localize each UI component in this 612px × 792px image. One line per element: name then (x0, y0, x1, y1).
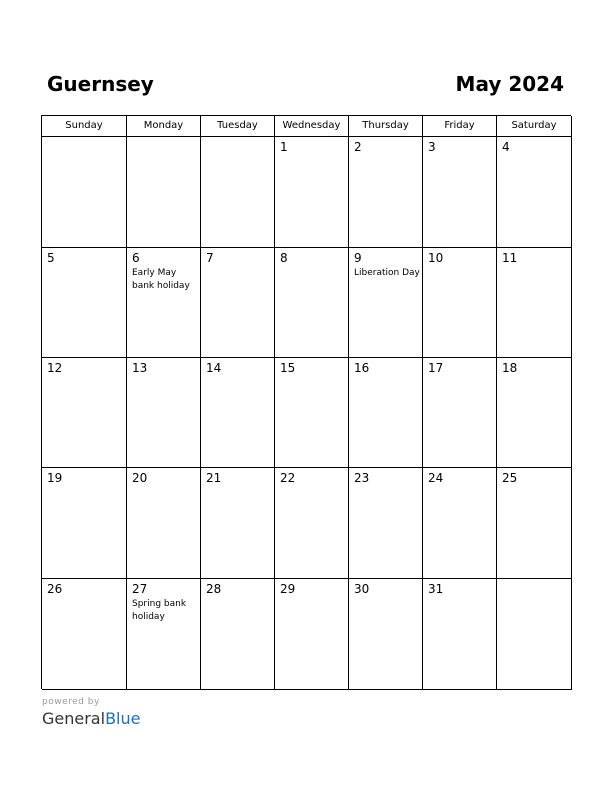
weekday-header-wednesday: Wednesday (275, 116, 349, 137)
day-number: 28 (206, 582, 222, 596)
day-number: 9 (354, 251, 362, 265)
day-number: 17 (428, 361, 444, 375)
day-number: 2 (354, 140, 362, 154)
day-cell-5 (42, 248, 127, 358)
day-number: 16 (354, 361, 370, 375)
day-number: 12 (47, 361, 63, 375)
day-number: 15 (280, 361, 296, 375)
day-cell-29 (275, 579, 349, 690)
day-number: 10 (428, 251, 444, 265)
brand-blue-text: Blue (105, 709, 141, 728)
day-number: 30 (354, 582, 370, 596)
brand-general-text: General (42, 709, 106, 728)
day-cell-16 (349, 358, 423, 468)
day-cell-6 (127, 248, 201, 358)
empty-day-cell (127, 137, 201, 248)
day-cell-28 (201, 579, 275, 690)
day-number: 7 (206, 251, 214, 265)
day-cell-23 (349, 468, 423, 579)
day-number: 1 (280, 140, 288, 154)
day-cell-11 (497, 248, 572, 358)
day-number: 19 (47, 471, 63, 485)
day-cell-20 (127, 468, 201, 579)
empty-day-cell (497, 579, 572, 690)
day-number: 6 (132, 251, 140, 265)
holiday-label: Early May bank holiday (132, 268, 190, 291)
weekday-header-saturday: Saturday (497, 116, 572, 137)
day-number: 27 (132, 582, 148, 596)
day-cell-8 (275, 248, 349, 358)
day-cell-24 (423, 468, 497, 579)
weekday-header-sunday: Sunday (42, 116, 127, 137)
calendar-grid (41, 115, 571, 689)
day-cell-18 (497, 358, 572, 468)
day-cell-12 (42, 358, 127, 468)
day-number: 4 (502, 140, 510, 154)
day-number: 14 (206, 361, 222, 375)
day-cell-2 (349, 137, 423, 248)
day-number: 13 (132, 361, 148, 375)
day-number: 21 (206, 471, 222, 485)
generalblue-logo[interactable] (42, 709, 140, 729)
day-cell-13 (127, 358, 201, 468)
day-cell-30 (349, 579, 423, 690)
country-title: Guernsey (47, 72, 154, 96)
day-cell-3 (423, 137, 497, 248)
day-cell-19 (42, 468, 127, 579)
day-cell-31 (423, 579, 497, 690)
day-number: 11 (502, 251, 518, 265)
day-cell-17 (423, 358, 497, 468)
day-cell-22 (275, 468, 349, 579)
weekday-header-tuesday: Tuesday (201, 116, 275, 137)
day-number: 20 (132, 471, 148, 485)
day-cell-15 (275, 358, 349, 468)
weekday-header-monday: Monday (127, 116, 201, 137)
day-number: 26 (47, 582, 63, 596)
day-cell-14 (201, 358, 275, 468)
empty-day-cell (201, 137, 275, 248)
day-number: 25 (502, 471, 518, 485)
day-number: 18 (502, 361, 518, 375)
day-number: 31 (428, 582, 444, 596)
day-number: 29 (280, 582, 296, 596)
day-number: 23 (354, 471, 370, 485)
holiday-label: Spring bank holiday (132, 599, 187, 622)
day-cell-27 (127, 579, 201, 690)
holiday-label: Liberation Day (354, 268, 420, 278)
powered-by-label: powered by (42, 697, 100, 707)
day-number: 8 (280, 251, 288, 265)
weekday-header-thursday: Thursday (349, 116, 423, 137)
day-number: 5 (47, 251, 55, 265)
day-cell-26 (42, 579, 127, 690)
day-number: 24 (428, 471, 444, 485)
day-cell-1 (275, 137, 349, 248)
month-year-title: May 2024 (455, 72, 564, 96)
footer-branding[interactable] (42, 697, 140, 729)
weekday-header-friday: Friday (423, 116, 497, 137)
day-cell-7 (201, 248, 275, 358)
day-cell-10 (423, 248, 497, 358)
day-number: 22 (280, 471, 296, 485)
day-cell-4 (497, 137, 572, 248)
day-cell-25 (497, 468, 572, 579)
day-cell-9 (349, 248, 423, 358)
empty-day-cell (42, 137, 127, 248)
day-cell-21 (201, 468, 275, 579)
day-number: 3 (428, 140, 436, 154)
